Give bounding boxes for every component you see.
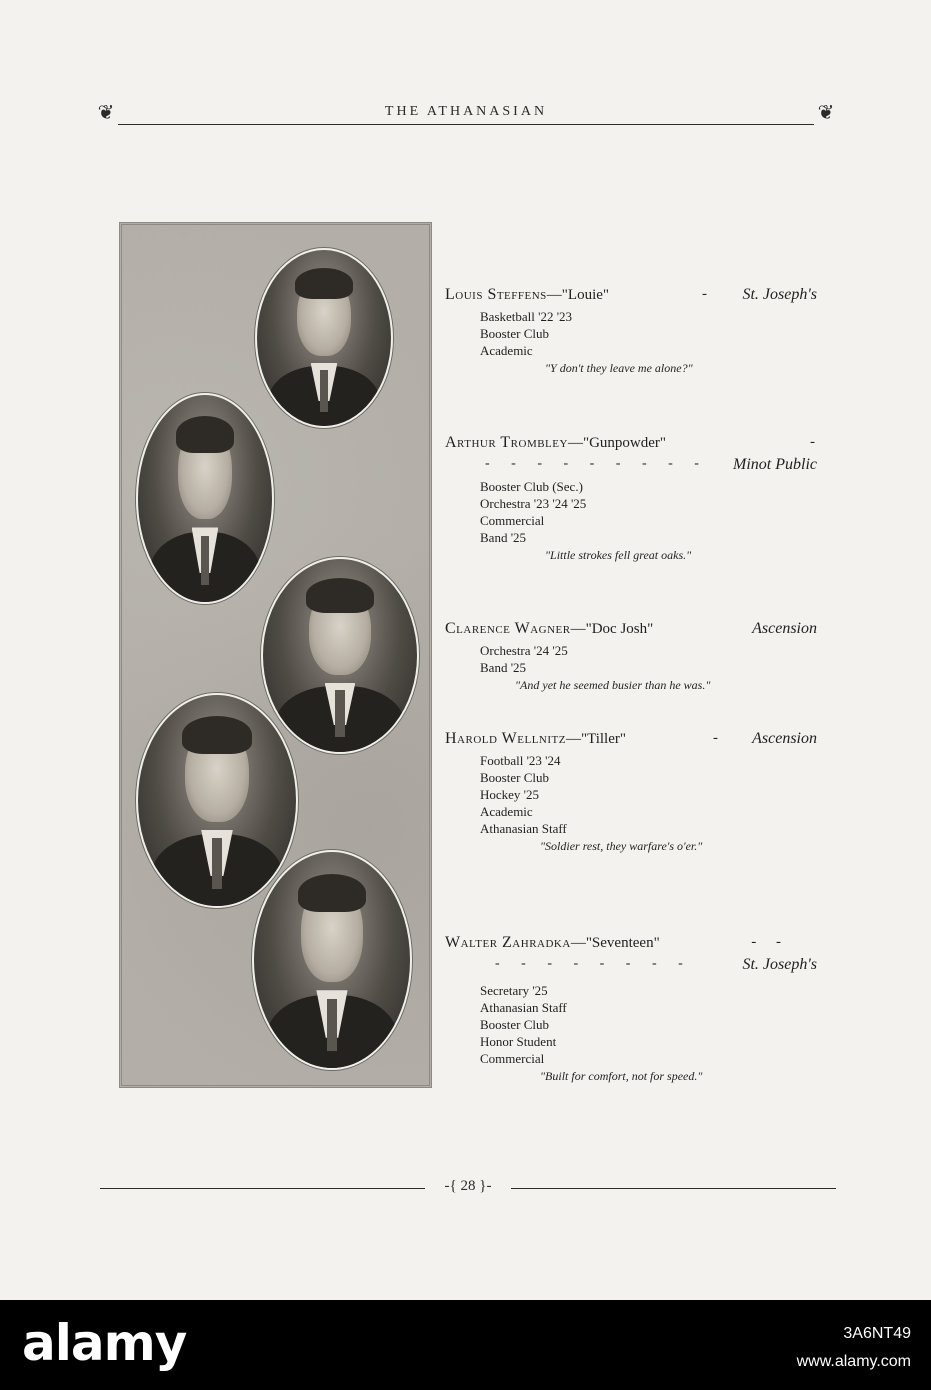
- student-name: Arthur Trombley: [445, 434, 568, 451]
- separator-dash: -: [713, 730, 718, 746]
- student-quote: "Built for comfort, not for speed.": [540, 1069, 703, 1083]
- activity-item: Commercial: [480, 513, 545, 528]
- student-entry: [445, 286, 817, 377]
- watermark-info: [797, 1320, 911, 1376]
- activity-item: Booster Club: [480, 326, 549, 341]
- header-rule: [118, 124, 814, 125]
- activity-item: Basketball '22 '23: [480, 309, 573, 324]
- activity-item: Honor Student: [480, 1034, 557, 1049]
- fleuron-ornament-icon: ❦: [97, 100, 115, 124]
- activity-item: Booster Club: [480, 770, 549, 785]
- page-header: [96, 98, 836, 128]
- activity-item: Athanasian Staff: [480, 821, 567, 836]
- separator-dash: -: [702, 286, 707, 302]
- student-nickname: —"Louie": [546, 287, 610, 303]
- student-entry: [445, 934, 817, 1085]
- portrait-walter-zahradka: [252, 850, 412, 1070]
- separator-dash: - -: [751, 934, 789, 950]
- activity-item: Band '25: [480, 530, 527, 545]
- footer-rule: [511, 1188, 836, 1189]
- activity-item: Football '23 '24: [480, 753, 561, 768]
- student-name: Walter Zahradka: [445, 934, 571, 951]
- leader-dashes: - - - - - - - -: [495, 956, 692, 971]
- student-quote: "Little strokes fell great oaks.": [545, 548, 692, 562]
- student-quote: "Soldier rest, they warfare's o'er.": [540, 839, 703, 853]
- student-nickname: —"Gunpowder": [567, 435, 667, 451]
- student-nickname: —"Doc Josh": [570, 621, 654, 637]
- portrait-arthur-trombley: [136, 393, 274, 604]
- student-name: Louis Steffens: [445, 286, 547, 303]
- student-school: St. Joseph's: [742, 286, 817, 303]
- activity-item: Secretary '25: [480, 983, 548, 998]
- portrait-louis-steffens: [255, 248, 393, 428]
- student-quote: "Y don't they leave me alone?": [545, 361, 693, 375]
- activity-item: Commercial: [480, 1051, 545, 1066]
- page-number: -{ 28 }-: [444, 1178, 492, 1194]
- watermark-bar: [0, 1300, 931, 1390]
- student-nickname: —"Seventeen": [570, 935, 660, 951]
- activity-item: Academic: [480, 343, 533, 358]
- student-nickname: —"Tiller": [565, 731, 627, 747]
- portrait-panel: [119, 222, 432, 1088]
- fleuron-ornament-icon: ❦: [817, 100, 835, 124]
- page-footer: [100, 1178, 836, 1200]
- activity-item: Booster Club (Sec.): [480, 479, 583, 494]
- site-url: www.alamy.com: [796, 1353, 911, 1370]
- leader-dashes: - - - - - - - - -: [485, 456, 708, 471]
- student-school: St. Joseph's: [742, 956, 817, 973]
- footer-rule: [100, 1188, 425, 1189]
- alamy-logo: alamy: [22, 1314, 187, 1372]
- separator-dash: -: [810, 434, 815, 450]
- student-name: Harold Wellnitz: [445, 730, 566, 747]
- student-school: Ascension: [752, 730, 817, 747]
- student-school: Minot Public: [733, 456, 817, 473]
- activity-item: Hockey '25: [480, 787, 540, 802]
- student-name: Clarence Wagner: [445, 620, 571, 637]
- student-school: Ascension: [752, 620, 817, 637]
- activity-item: Academic: [480, 804, 533, 819]
- activity-item: Booster Club: [480, 1017, 549, 1032]
- portrait-harold-wellnitz: [136, 693, 298, 908]
- activity-item: Athanasian Staff: [480, 1000, 567, 1015]
- image-id: 3A6NT49: [843, 1325, 911, 1342]
- page-title: THE ATHANASIAN: [384, 104, 548, 119]
- activity-item: Orchestra '23 '24 '25: [480, 496, 587, 511]
- student-entry: [445, 730, 817, 855]
- student-entry: [445, 434, 817, 564]
- student-quote: "And yet he seemed busier than he was.": [515, 678, 711, 692]
- portrait-clarence-wagner: [261, 557, 419, 754]
- student-entry: [445, 620, 817, 694]
- activity-item: Band '25: [480, 660, 527, 675]
- activity-item: Orchestra '24 '25: [480, 643, 568, 658]
